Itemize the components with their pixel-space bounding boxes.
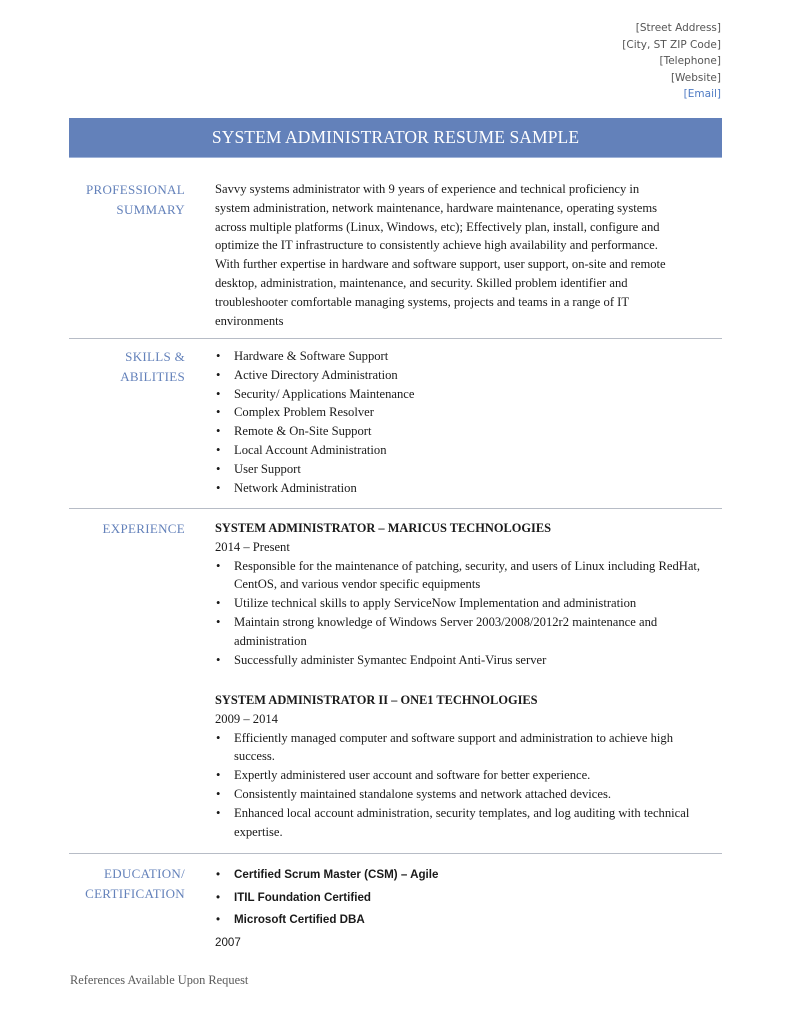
job-bullet: • Responsible for the maintenance of patching, security, and users of Linux including RedHat, CentOS, and various vendor specific equipments bbox=[215, 557, 710, 595]
job-bullet: • Enhanced local account administration, security templates, and log auditing with technical expertise. bbox=[215, 804, 710, 842]
job-bullet: • Utilize technical skills to apply ServiceNow Implementation and administration bbox=[215, 594, 710, 613]
job-bullet: • Successfully administer Symantec Endpoint Anti-Virus server bbox=[215, 651, 710, 670]
job-bullets bbox=[215, 729, 710, 842]
certification-item: • ITIL Foundation Certified bbox=[215, 887, 715, 910]
street-address: [Street Address] bbox=[635, 22, 721, 34]
skill-item: • Hardware & Software Support bbox=[215, 347, 715, 366]
education-content bbox=[215, 864, 715, 954]
skills-label bbox=[69, 347, 185, 387]
summary-label-line2: SUMMARY bbox=[116, 202, 185, 217]
job-bullet: • Expertly administered user account and software for better experience. bbox=[215, 766, 710, 785]
job-dates: 2014 – Present bbox=[215, 539, 290, 554]
email-link[interactable]: [Email] bbox=[683, 88, 721, 101]
certification-list bbox=[215, 864, 715, 932]
references-note: References Available Upon Request bbox=[70, 973, 249, 987]
education-year: 2007 bbox=[215, 935, 241, 949]
summary-label bbox=[69, 180, 185, 220]
skill-item: • User Support bbox=[215, 460, 715, 479]
job-bullet: • Efficiently managed computer and software support and administration to achieve high success. bbox=[215, 729, 710, 767]
job-bullets bbox=[215, 557, 710, 670]
education-label-line1: EDUCATION/ bbox=[104, 866, 185, 881]
job-title: SYSTEM ADMINISTRATOR II – ONE1 TECHNOLOGIES bbox=[215, 693, 538, 707]
section-divider bbox=[69, 508, 722, 509]
job-entry bbox=[215, 691, 710, 841]
education-label bbox=[69, 864, 185, 904]
telephone: [Telephone] bbox=[659, 55, 721, 68]
skill-item: • Local Account Administration bbox=[215, 441, 715, 460]
experience-label: EXPERIENCE bbox=[102, 521, 185, 536]
summary-text: Savvy systems administrator with 9 years of experience and technical proficiency in system administration, network maintenance, hardware maintenance, operating systems across multiple platforms (Linux, Windows, etc); Effectively plan, install, configure and optimize the IT infrastructure to consistently achieve high availability and performance. With further expertise in hardware and software support, user support, on-site and remote desktop, administration, maintenance, and security. Skilled problem identifier and troubleshooter comfortable managing systems, projects and teams in a range of IT environments bbox=[215, 182, 666, 328]
city-state-zip: [City, ST ZIP Code] bbox=[622, 38, 721, 51]
skill-item: • Network Administration bbox=[215, 479, 715, 498]
resume-title: SYSTEM ADMINISTRATOR RESUME SAMPLE bbox=[211, 127, 580, 147]
skill-item: • Active Directory Administration bbox=[215, 366, 715, 385]
contact-block bbox=[622, 20, 721, 103]
section-divider bbox=[69, 338, 722, 339]
education-label-line2: CERTIFICATION bbox=[85, 886, 185, 901]
job-entry bbox=[215, 519, 710, 669]
skills-label-line1: SKILLS & bbox=[125, 349, 185, 364]
skill-item: • Security/ Applications Maintenance bbox=[215, 385, 715, 404]
job-bullet: • Maintain strong knowledge of Windows Server 2003/2008/2012r2 maintenance and administration bbox=[215, 613, 710, 651]
title-banner bbox=[69, 118, 722, 158]
skill-item: • Remote & On-Site Support bbox=[215, 422, 715, 441]
skill-item: • Complex Problem Resolver bbox=[215, 403, 715, 422]
skills-list bbox=[215, 347, 715, 497]
website: [Website] bbox=[670, 71, 721, 84]
summary-label-line1: PROFESSIONAL bbox=[86, 182, 185, 197]
certification-item: • Microsoft Certified DBA bbox=[215, 909, 715, 932]
job-dates: 2009 – 2014 bbox=[215, 711, 278, 726]
job-title: SYSTEM ADMINISTRATOR – MARICUS TECHNOLOGIES bbox=[215, 521, 551, 535]
certification-item: • Certified Scrum Master (CSM) – Agile bbox=[215, 864, 715, 887]
job-bullet: • Consistently maintained standalone systems and network attached devices. bbox=[215, 785, 710, 804]
skills-label-line2: ABILITIES bbox=[120, 369, 185, 384]
section-divider bbox=[69, 853, 722, 854]
